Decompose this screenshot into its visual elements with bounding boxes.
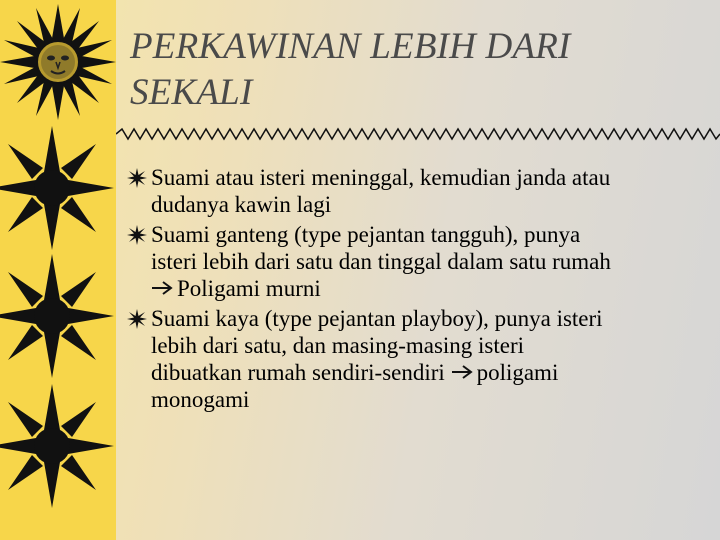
bullet-item (127, 305, 717, 413)
bullet-item (127, 221, 717, 302)
sun-icon (0, 254, 114, 378)
bullet-text-line: Suami atau isteri meninggal, kemudian janda atau (151, 165, 611, 190)
slide-title (130, 24, 710, 116)
slide-title-line: PERKAWINAN LEBIH DARI (130, 26, 571, 67)
title-divider-zigzag (116, 127, 720, 142)
decorative-sidebar (0, 0, 116, 540)
sun-icon (0, 126, 114, 250)
right-arrow-icon (151, 281, 173, 295)
bullet-arrow-line (151, 275, 717, 302)
bullet-item (127, 164, 717, 218)
bullet-text-line: Suami ganteng (type pejantan tangguh), punya (151, 222, 581, 247)
slide-title-line: SEKALI (130, 72, 253, 113)
bullet-text-line: isteri lebih dari satu dan tinggal dalam satu rumah (151, 249, 611, 274)
star-bullet-icon (127, 225, 147, 245)
bullet-arrow-text: Poligami murni (177, 276, 321, 301)
sun-decoration (0, 0, 116, 540)
bullet-arrow-text: poligami (476, 360, 559, 385)
star-bullet-icon (127, 168, 147, 188)
bullet-text-line: monogami (151, 387, 250, 412)
bullet-text-line: Suami kaya (type pejantan playboy), punya isteri (151, 306, 603, 331)
sun-face-icon (0, 4, 116, 120)
star-bullet-icon (127, 309, 147, 329)
bullet-text-line: lebih dari satu, dan masing-masing isteri (151, 333, 525, 358)
bullet-arrow-line (151, 359, 717, 386)
bullet-text-line: dudanya kawin lagi (151, 192, 332, 217)
bullet-text-segment: dibuatkan rumah sendiri-sendiri (151, 360, 445, 385)
right-arrow-icon (451, 365, 473, 379)
bullet-list (127, 164, 717, 416)
sun-icon (0, 384, 114, 508)
